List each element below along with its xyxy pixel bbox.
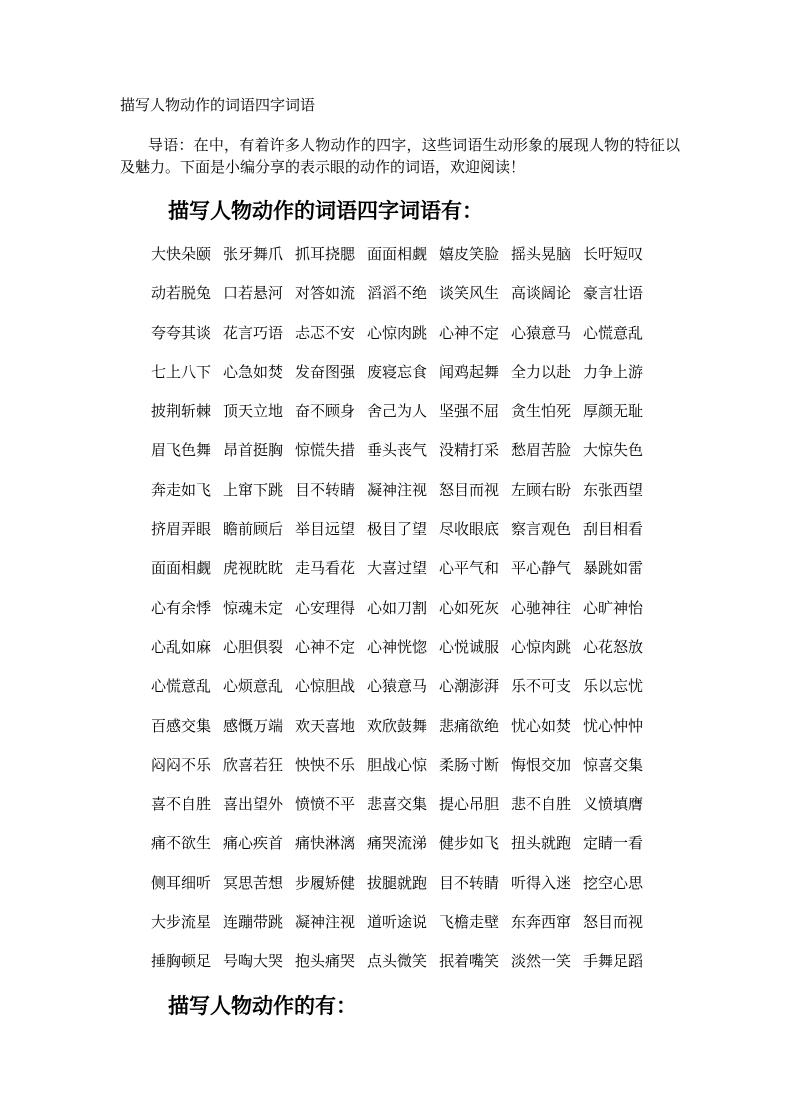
word-item: 心花怒放	[583, 637, 644, 656]
word-item: 喜不自胜	[151, 795, 212, 814]
word-item: 抿着嘴笑	[439, 952, 500, 971]
word-item: 目不转睛	[439, 873, 500, 892]
word-item: 心安理得	[295, 598, 356, 617]
word-item: 滔滔不绝	[367, 284, 428, 303]
word-item: 豪言壮语	[583, 284, 644, 303]
word-item: 大喜过望	[367, 559, 428, 578]
word-item: 奋不顾身	[295, 402, 356, 421]
word-item: 口若悬河	[223, 284, 284, 303]
word-item: 动若脱兔	[151, 284, 212, 303]
word-item: 坚强不屈	[439, 402, 500, 421]
word-item: 飞檐走壁	[439, 913, 500, 932]
word-item: 心猿意马	[367, 677, 428, 696]
word-item: 东奔西窜	[511, 913, 572, 932]
word-item: 垂头丧气	[367, 441, 428, 460]
word-item: 贪生怕死	[511, 402, 572, 421]
word-item: 愤愤不平	[295, 795, 356, 814]
word-item: 心猿意马	[511, 323, 572, 342]
word-item: 挤眉弄眼	[151, 520, 212, 539]
word-item: 心如死灰	[439, 598, 500, 617]
word-item: 面面相觑	[367, 245, 428, 263]
word-item: 百感交集	[151, 716, 212, 735]
word-item: 抓耳挠腮	[295, 245, 356, 263]
word-item: 怒目而视	[439, 480, 500, 499]
word-item: 厚颜无耻	[583, 402, 644, 421]
word-item: 喜出望外	[223, 795, 284, 814]
word-item: 极目了望	[367, 520, 428, 539]
word-item: 忐忑不安	[295, 323, 356, 342]
word-item: 高谈阔论	[511, 284, 572, 303]
word-item: 摇头晃脑	[511, 245, 572, 263]
word-item: 昂首挺胸	[223, 441, 284, 460]
word-item: 定睛一看	[583, 834, 644, 853]
word-item: 欢天喜地	[295, 716, 356, 735]
word-item: 奔走如飞	[151, 480, 212, 499]
word-item: 大快朵颐	[151, 245, 212, 263]
word-item: 惊慌失措	[295, 441, 356, 460]
word-item: 连蹦带跳	[223, 913, 284, 932]
word-item: 步履矫健	[295, 873, 356, 892]
word-item: 走马看花	[295, 559, 356, 578]
word-item: 惊魂未定	[223, 598, 284, 617]
word-item: 心慌意乱	[151, 677, 212, 696]
section-heading-action-words: 描写人物动作的有：	[168, 993, 357, 1018]
word-item: 侧耳细听	[151, 873, 212, 892]
word-item: 心有余悸	[151, 598, 212, 617]
word-item: 平心静气	[511, 559, 572, 578]
word-item: 乐以忘忧	[583, 677, 644, 696]
word-item: 闷闷不乐	[151, 755, 212, 774]
word-item: 心惊胆战	[295, 677, 356, 696]
word-item: 号啕大哭	[223, 952, 284, 971]
word-item: 暴跳如雷	[583, 559, 644, 578]
word-item: 七上八下	[151, 362, 212, 381]
word-item: 长吁短叹	[583, 245, 644, 263]
word-item: 虎视眈眈	[223, 559, 284, 578]
word-item: 心慌意乱	[583, 323, 644, 342]
word-item: 凝神注视	[367, 480, 428, 499]
word-item: 心急如焚	[223, 362, 284, 381]
word-item: 抱头痛哭	[295, 952, 356, 971]
word-item: 面面相觑	[151, 559, 212, 578]
word-item: 义愤填膺	[583, 795, 644, 814]
word-item: 痛快淋漓	[295, 834, 356, 853]
word-item: 废寝忘食	[367, 362, 428, 381]
word-item: 感慨万端	[223, 716, 284, 735]
word-item: 听得入迷	[511, 873, 572, 892]
word-item: 拔腿就跑	[367, 873, 428, 892]
word-item: 大惊失色	[583, 441, 644, 460]
word-item: 披荆斩棘	[151, 402, 212, 421]
word-item: 上窜下跳	[223, 480, 284, 499]
intro-paragraph: 导语：在中，有着许多人物动作的四字，这些词语生动形象的展现人物的特征以及魅力。下面是小编分享的表示眼的动作的词语，欢迎阅读！	[120, 136, 680, 176]
word-item: 欢欣鼓舞	[367, 716, 428, 735]
word-item: 大步流星	[151, 913, 212, 932]
word-item: 嬉皮笑脸	[439, 245, 500, 263]
word-item: 心驰神往	[511, 598, 572, 617]
document-title: 描写人物动作的词语四字词语	[120, 96, 316, 114]
word-item: 道听途说	[367, 913, 428, 932]
word-item: 心惊肉跳	[367, 323, 428, 342]
word-item: 心神不定	[439, 323, 500, 342]
word-item: 心烦意乱	[223, 677, 284, 696]
word-item: 悲不自胜	[511, 795, 572, 814]
word-item: 瞻前顾后	[223, 520, 284, 539]
word-item: 全力以赴	[511, 362, 572, 381]
word-item: 夸夸其谈	[151, 323, 212, 342]
word-item: 凝神注视	[295, 913, 356, 932]
word-item: 忧心如焚	[511, 716, 572, 735]
word-item: 痛哭流涕	[367, 834, 428, 853]
word-item: 发奋图强	[295, 362, 356, 381]
word-item: 左顾右盼	[511, 480, 572, 499]
word-item: 眉飞色舞	[151, 441, 212, 460]
word-item: 尽收眼底	[439, 520, 500, 539]
word-item: 张牙舞爪	[223, 245, 284, 263]
word-item: 忧心忡忡	[583, 716, 644, 735]
word-item: 心悦诚服	[439, 637, 500, 656]
word-item: 举目远望	[295, 520, 356, 539]
word-item: 舍己为人	[367, 402, 428, 421]
word-item: 心乱如麻	[151, 637, 212, 656]
word-item: 悔恨交加	[511, 755, 572, 774]
word-item: 心平气和	[439, 559, 500, 578]
word-item: 心胆俱裂	[223, 637, 284, 656]
word-item: 目不转睛	[295, 480, 356, 499]
word-item: 冥思苦想	[223, 873, 284, 892]
word-item: 怏怏不乐	[295, 755, 356, 774]
word-item: 顶天立地	[223, 402, 284, 421]
word-item: 力争上游	[583, 362, 644, 381]
word-item: 手舞足蹈	[583, 952, 644, 971]
word-item: 心如刀割	[367, 598, 428, 617]
word-item: 愁眉苦脸	[511, 441, 572, 460]
word-item: 心旷神怡	[583, 598, 644, 617]
word-item: 对答如流	[295, 284, 356, 303]
word-item: 提心吊胆	[439, 795, 500, 814]
word-item: 心神不定	[295, 637, 356, 656]
word-item: 点头微笑	[367, 952, 428, 971]
word-item: 淡然一笑	[511, 952, 572, 971]
word-item: 刮目相看	[583, 520, 644, 539]
word-item: 悲喜交集	[367, 795, 428, 814]
word-item: 胆战心惊	[367, 755, 428, 774]
section-heading-four-character-words: 描写人物动作的词语四字词语有：	[168, 198, 483, 223]
word-item: 闻鸡起舞	[439, 362, 500, 381]
word-item: 扭头就跑	[511, 834, 572, 853]
word-item: 悲痛欲绝	[439, 716, 500, 735]
word-item: 捶胸顿足	[151, 952, 212, 971]
word-item: 欣喜若狂	[223, 755, 284, 774]
word-item: 怒目而视	[583, 913, 644, 932]
word-item: 乐不可支	[511, 677, 572, 696]
word-item: 挖空心思	[583, 873, 644, 892]
word-item: 健步如飞	[439, 834, 500, 853]
word-item: 柔肠寸断	[439, 755, 500, 774]
word-item: 心潮澎湃	[439, 677, 500, 696]
word-item: 惊喜交集	[583, 755, 644, 774]
word-item: 察言观色	[511, 520, 572, 539]
word-item: 心惊肉跳	[511, 637, 572, 656]
word-item: 没精打采	[439, 441, 500, 460]
word-grid	[151, 243, 655, 990]
word-item: 心神恍惚	[367, 637, 428, 656]
word-item: 痛心疾首	[223, 834, 284, 853]
word-item: 谈笑风生	[439, 284, 500, 303]
word-item: 痛不欲生	[151, 834, 212, 853]
word-item: 东张西望	[583, 480, 644, 499]
word-item: 花言巧语	[223, 323, 284, 342]
